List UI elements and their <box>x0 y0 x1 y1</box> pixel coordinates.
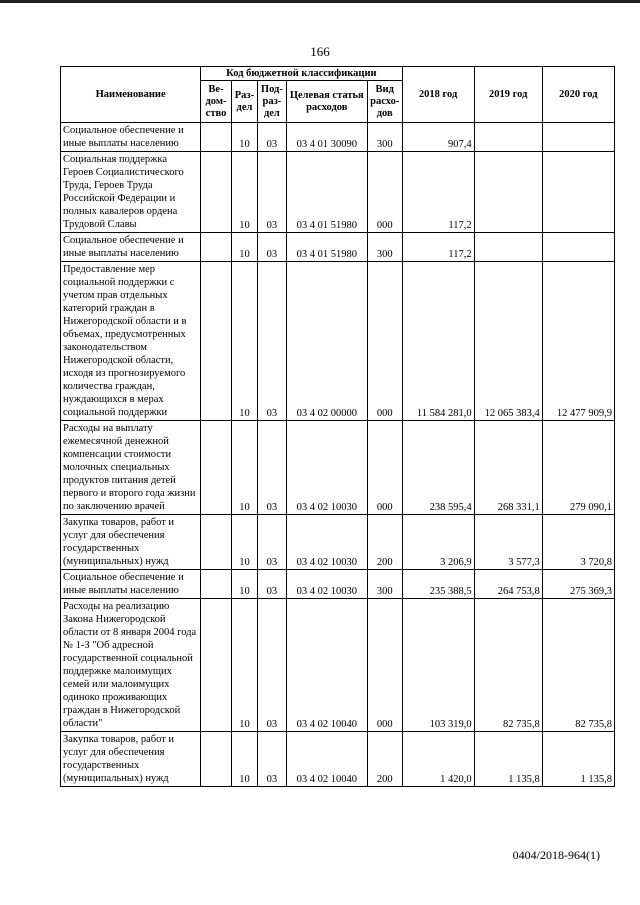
row-2019: 268 331,1 <box>474 421 542 515</box>
row-name: Социальное обеспечение и иные выплаты населению <box>61 233 201 262</box>
row-ved <box>201 599 231 732</box>
row-2020: 1 135,8 <box>542 732 614 787</box>
row-ved <box>201 570 231 599</box>
row-vid: 300 <box>367 570 402 599</box>
row-statya: 03 4 01 51980 <box>286 152 367 233</box>
row-vid: 200 <box>367 732 402 787</box>
row-2019 <box>474 123 542 152</box>
row-podrazdel: 03 <box>258 599 286 732</box>
row-statya: 03 4 02 10030 <box>286 421 367 515</box>
row-ved <box>201 152 231 233</box>
header-code-group: Код бюджетной классификации <box>201 67 402 81</box>
header-2018: 2018 год <box>402 67 474 123</box>
row-podrazdel: 03 <box>258 515 286 570</box>
row-statya: 03 4 02 10030 <box>286 515 367 570</box>
row-2018: 3 206,9 <box>402 515 474 570</box>
row-2018: 117,2 <box>402 152 474 233</box>
row-statya: 03 4 01 51980 <box>286 233 367 262</box>
row-vid: 300 <box>367 233 402 262</box>
scan-top-edge <box>0 0 640 15</box>
table-row <box>61 570 615 599</box>
row-2018: 238 595,4 <box>402 421 474 515</box>
row-2020: 275 369,3 <box>542 570 614 599</box>
header-2020: 2020 год <box>542 67 614 123</box>
document-code: 0404/2018-964(1) <box>512 848 600 862</box>
row-statya: 03 4 01 30090 <box>286 123 367 152</box>
row-vid: 000 <box>367 262 402 421</box>
row-name: Расходы на реализацию Закона Нижегородской области от 8 января 2004 года № 1-З "Об адресной государственной социальной поддержке малоимущих семей или малоимущих одиноко проживающих граждан в Нижегородской области" <box>61 599 201 732</box>
table-row <box>61 262 615 421</box>
row-2019: 1 135,8 <box>474 732 542 787</box>
row-razdel: 10 <box>231 233 257 262</box>
row-ved <box>201 421 231 515</box>
row-name: Закупка товаров, работ и услуг для обеспечения государственных (муниципальных) нужд <box>61 515 201 570</box>
row-2018: 11 584 281,0 <box>402 262 474 421</box>
header-2019: 2019 год <box>474 67 542 123</box>
table-row <box>61 599 615 732</box>
row-podrazdel: 03 <box>258 421 286 515</box>
row-ved <box>201 732 231 787</box>
row-razdel: 10 <box>231 599 257 732</box>
row-2020: 3 720,8 <box>542 515 614 570</box>
row-2019 <box>474 152 542 233</box>
row-podrazdel: 03 <box>258 732 286 787</box>
row-vid: 200 <box>367 515 402 570</box>
header-vid: Вид расхо-дов <box>367 81 402 123</box>
row-2018: 117,2 <box>402 233 474 262</box>
header-razdel: Раз-дел <box>231 81 257 123</box>
row-2018: 1 420,0 <box>402 732 474 787</box>
table-row <box>61 421 615 515</box>
row-2020: 12 477 909,9 <box>542 262 614 421</box>
header-podrazdel: Под-раз-дел <box>258 81 286 123</box>
row-ved <box>201 233 231 262</box>
row-2018: 103 319,0 <box>402 599 474 732</box>
row-2019: 3 577,3 <box>474 515 542 570</box>
page-number: 166 <box>310 44 330 59</box>
table-row <box>61 732 615 787</box>
row-vid: 300 <box>367 123 402 152</box>
row-ved <box>201 123 231 152</box>
row-podrazdel: 03 <box>258 233 286 262</box>
row-razdel: 10 <box>231 515 257 570</box>
row-name: Предоставление мер социальной поддержки с учетом прав отдельных категорий граждан в Нижегородской области и в объемах, предусмотренных законодательством Нижегородской области, исходя из прогнозируемого количества граждан, нуждающихся в мерах социальной поддержки <box>61 262 201 421</box>
row-podrazdel: 03 <box>258 123 286 152</box>
row-ved <box>201 515 231 570</box>
row-podrazdel: 03 <box>258 570 286 599</box>
row-2020 <box>542 123 614 152</box>
row-razdel: 10 <box>231 152 257 233</box>
header-name: Наименование <box>61 67 201 123</box>
row-name: Расходы на выплату ежемесячной денежной компенсации стоимости молочных специальных продуктов питания детей первого и второго года жизни по заключению врачей <box>61 421 201 515</box>
row-razdel: 10 <box>231 421 257 515</box>
row-2020 <box>542 152 614 233</box>
row-razdel: 10 <box>231 262 257 421</box>
table-row <box>61 515 615 570</box>
row-name: Социальное обеспечение и иные выплаты населению <box>61 123 201 152</box>
table-row <box>61 152 615 233</box>
row-podrazdel: 03 <box>258 152 286 233</box>
row-2018: 235 388,5 <box>402 570 474 599</box>
row-2018: 907,4 <box>402 123 474 152</box>
row-name: Социальное обеспечение и иные выплаты населению <box>61 570 201 599</box>
row-vid: 000 <box>367 421 402 515</box>
row-vid: 000 <box>367 599 402 732</box>
row-2020: 279 090,1 <box>542 421 614 515</box>
row-name: Социальная поддержка Героев Социалистического Труда, Героев Труда Российской Федерации и полных кавалеров ордена Трудовой Славы <box>61 152 201 233</box>
header-statya: Целевая статья расходов <box>286 81 367 123</box>
row-ved <box>201 262 231 421</box>
row-razdel: 10 <box>231 123 257 152</box>
row-statya: 03 4 02 10040 <box>286 732 367 787</box>
row-2020 <box>542 233 614 262</box>
row-2019: 264 753,8 <box>474 570 542 599</box>
row-name: Закупка товаров, работ и услуг для обеспечения государственных (муниципальных) нужд <box>61 732 201 787</box>
row-2019: 82 735,8 <box>474 599 542 732</box>
row-2020: 82 735,8 <box>542 599 614 732</box>
row-2019 <box>474 233 542 262</box>
table-row <box>61 233 615 262</box>
row-razdel: 10 <box>231 570 257 599</box>
row-razdel: 10 <box>231 732 257 787</box>
row-statya: 03 4 02 10040 <box>286 599 367 732</box>
budget-table <box>60 66 615 787</box>
row-podrazdel: 03 <box>258 262 286 421</box>
table-row <box>61 123 615 152</box>
header-ved: Ве-дом-ство <box>201 81 231 123</box>
row-vid: 000 <box>367 152 402 233</box>
row-statya: 03 4 02 10030 <box>286 570 367 599</box>
row-2019: 12 065 383,4 <box>474 262 542 421</box>
row-statya: 03 4 02 00000 <box>286 262 367 421</box>
